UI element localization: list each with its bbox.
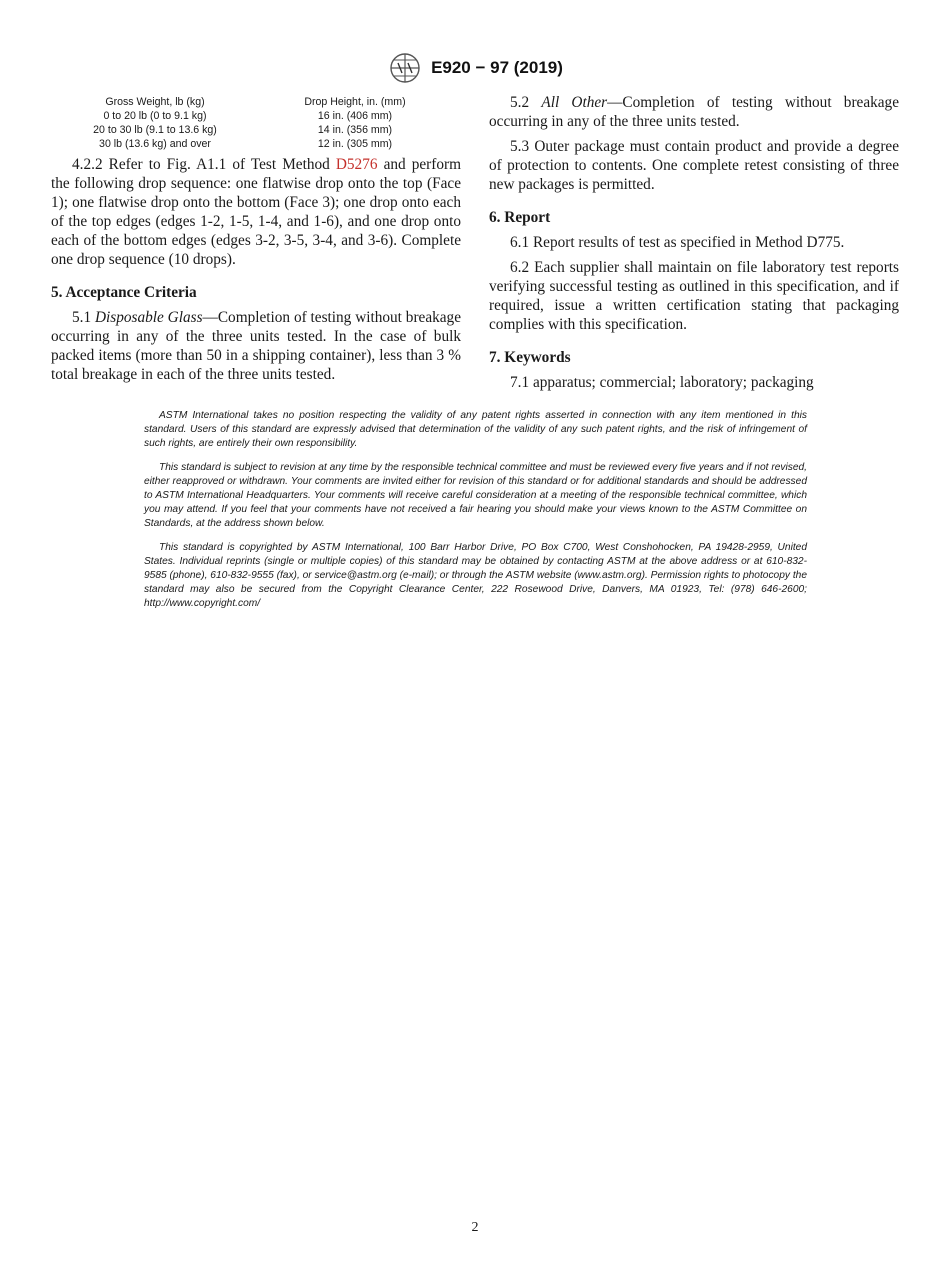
table-cell: 16 in. (406 mm) <box>317 110 393 122</box>
table-cell: 14 in. (356 mm) <box>317 124 393 136</box>
table-row <box>51 123 451 137</box>
table-cell: 0 to 20 lb (0 to 9.1 kg) <box>103 110 207 122</box>
right-column <box>489 93 899 398</box>
standard-designation: E920 − 97 (2019) <box>431 58 563 77</box>
astm-logo-icon <box>387 52 423 84</box>
copyright-notice: This standard is copyrighted by ASTM International, 100 Barr Harbor Drive, PO Box C700, West Conshohocken, PA 19428-2959, United States. Individual reprints (single or multiple copies) of this standard may be obtained by contacting ASTM at the above address or at 610-832-9585 (phone), 610-832-9555 (fax), or service@astm.org (e-mail); or through the ASTM website (www.astm.org). Permission rights to photocopy the standard may also be secured from the Copyright Clearance Center, 222 Rosewood Drive, Danvers, MA 01923, Tel: (978) 646-2600; http://www.copyright.com/ <box>144 542 807 609</box>
table-cell: 20 to 30 lb (9.1 to 13.6 kg) <box>93 124 217 136</box>
drop-height-table <box>51 95 451 151</box>
table-header-gross-weight: Gross Weight, lb (kg) <box>105 96 205 108</box>
table-header-row <box>51 95 451 109</box>
table-cell: 12 in. (305 mm) <box>317 138 393 150</box>
astm-notices <box>144 409 807 621</box>
d5276-reference-link[interactable]: D5276 <box>335 156 378 173</box>
paragraph-4-2-2 <box>51 155 461 269</box>
section-heading-report: 6. Report <box>489 209 551 226</box>
paragraph-7-1: 7.1 apparatus; commercial; laboratory; packaging <box>510 374 814 391</box>
left-column <box>51 93 461 390</box>
patent-notice: ASTM International takes no position respecting the validity of any patent rights asserted in connection with any item mentioned in this standard. Users of this standard are expressly advised that determination of the validity of any such patent rights, and the risk of infringement of such rights, are entirely their own responsibility. <box>144 410 807 449</box>
paragraph-text: —Completion of testing without breakage occurring in any of the three units tested. In the case of bulk packed items (more than 50 in a shipping container), less than 3 % total breakage in each of the three units tested. <box>51 309 461 383</box>
paragraph-6-1: 6.1 Report results of test as specified in Method D775. <box>510 234 845 251</box>
paragraph-text: —Completion of testing without breakage occurring in any of the three units tested. <box>489 94 899 130</box>
paragraph-number: 5.1 <box>72 309 95 326</box>
table-row <box>51 137 451 151</box>
table-row <box>51 109 451 123</box>
section-heading-acceptance-criteria: 5. Acceptance Criteria <box>51 284 197 301</box>
table-cell: 30 lb (13.6 kg) and over <box>99 138 211 150</box>
paragraph-5-3: 5.3 Outer package must contain product and provide a degree of protection to contents. One complete retest consisting of three new packages is permitted. <box>489 138 899 193</box>
paragraph-5-2 <box>489 93 899 131</box>
paragraph-text: 4.2.2 Refer to Fig. A1.1 of Test Method <box>72 156 336 173</box>
table-header-drop-height: Drop Height, in. (mm) <box>304 96 406 108</box>
paragraph-6-2: 6.2 Each supplier shall maintain on file laboratory test reports verifying successful testing as outlined in this specification, and if required, issue a written certification stating that packaging complies with this specification. <box>489 259 899 333</box>
paragraph-number: 5.2 <box>510 94 542 111</box>
paragraph-term: Disposable Glass <box>94 309 203 326</box>
revision-notice: This standard is subject to revision at any time by the responsible technical committee and must be reviewed every five years and if not revised, either reapproved or withdrawn. Your comments are invited either for revision of this standard or for additional standards and should be addressed to ASTM International Headquarters. Your comments will receive careful consideration at a meeting of the responsible technical committee, which you may attend. If you feel that your comments have not received a fair hearing you should make your views known to the ASTM Committee on Standards, at the address shown below. <box>144 462 807 529</box>
page-header <box>0 52 950 84</box>
section-heading-keywords: 7. Keywords <box>489 349 571 366</box>
paragraph-term: All Other <box>541 94 608 111</box>
paragraph-text: and perform the following drop sequence: one flatwise drop onto the top (Face 1); one flatwise drop onto the bottom (Face 3); one drop onto each of the top edges (edges 1-2, 1-5, 1-4, and 1-6), and one drop onto each of the bottom edges (edges 3-2, 3-5, 3-4, and 3-6). Complete one drop sequence (10 drops). <box>51 156 461 268</box>
page-number: 2 <box>471 1220 479 1235</box>
paragraph-5-1 <box>51 308 461 384</box>
